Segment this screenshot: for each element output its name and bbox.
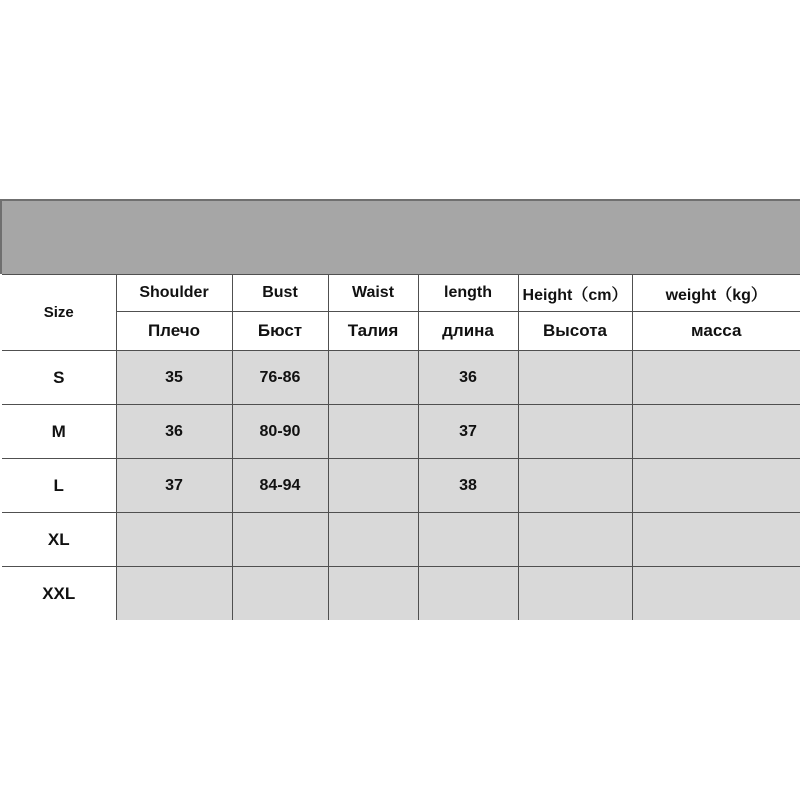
cell-bust [232,513,328,567]
header-row-russian [2,312,800,351]
cell-waist [328,513,418,567]
size-chart-table [2,274,800,620]
header-height-ru: Высота [518,312,632,351]
cell-height [518,513,632,567]
cell-shoulder [116,567,232,621]
cell-height [518,567,632,621]
table-row [2,351,800,405]
cell-shoulder [116,513,232,567]
cell-height [518,351,632,405]
cell-shoulder: 36 [116,405,232,459]
cell-bust: 84-94 [232,459,328,513]
header-height-en: Height（cm） [518,275,632,312]
cell-length: 38 [418,459,518,513]
header-band [0,199,800,274]
cell-height [518,459,632,513]
header-length-ru: длина [418,312,518,351]
header-waist-ru: Талия [328,312,418,351]
size-label: XXL [2,567,116,621]
size-label: M [2,405,116,459]
table-row [2,405,800,459]
table-row [2,567,800,621]
cell-weight [632,351,800,405]
cell-shoulder: 37 [116,459,232,513]
header-weight-ru: масса [632,312,800,351]
cell-shoulder: 35 [116,351,232,405]
cell-length: 37 [418,405,518,459]
cell-weight [632,513,800,567]
size-label: L [2,459,116,513]
header-weight-en: weight（kg） [632,275,800,312]
cell-waist [328,351,418,405]
cell-length [418,567,518,621]
header-bust-ru: Бюст [232,312,328,351]
cell-length [418,513,518,567]
header-length-en: length [418,275,518,312]
table-row [2,459,800,513]
size-column-header: Size [2,275,116,351]
cell-waist [328,405,418,459]
header-waist-en: Waist [328,275,418,312]
table-row [2,513,800,567]
size-label: XL [2,513,116,567]
cell-waist [328,567,418,621]
header-shoulder-en: Shoulder [116,275,232,312]
cell-bust: 76-86 [232,351,328,405]
header-row-english [2,275,800,312]
cell-weight [632,459,800,513]
header-shoulder-ru: Плечо [116,312,232,351]
cell-height [518,405,632,459]
cell-waist [328,459,418,513]
cell-weight [632,405,800,459]
cell-bust [232,567,328,621]
cell-weight [632,567,800,621]
size-label: S [2,351,116,405]
header-bust-en: Bust [232,275,328,312]
cell-length: 36 [418,351,518,405]
cell-bust: 80-90 [232,405,328,459]
